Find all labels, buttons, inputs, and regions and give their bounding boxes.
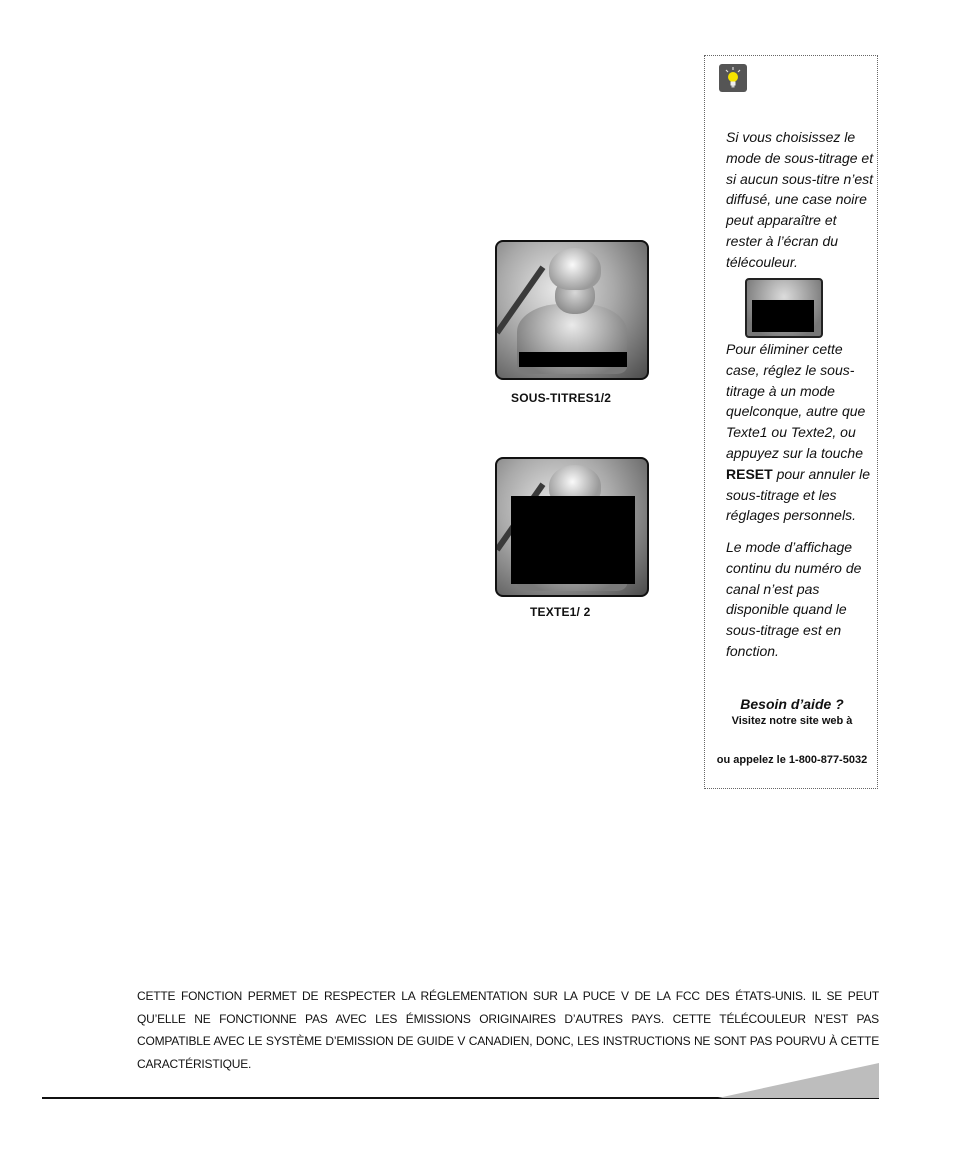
- mini-screen-black-box-image: [745, 278, 823, 338]
- caption-strip-overlay: [519, 352, 627, 367]
- tip2-text-before: Pour éliminer cette case, réglez le sous-titrage à un mode quelconque, autre que Texte1 ou Texte2, ou appuyez sur la touche: [726, 341, 866, 461]
- page-corner-wedge: [718, 1063, 879, 1098]
- batter-helmet: [549, 248, 601, 290]
- reset-key-label: RESET: [726, 465, 773, 482]
- tip-paragraph-3: Le mode d’affichage continu du numéro de canal n’est pas disponible quand le sous-titrage est en fonction.: [726, 539, 862, 659]
- texte-label: TEXTE1/ 2: [530, 605, 591, 619]
- help-phone-line: ou appelez le 1-800-877-5032: [716, 754, 868, 766]
- help-website-line: Visitez notre site web à: [731, 715, 853, 727]
- v-chip-footnote: CETTE FONCTION PERMET DE RESPECTER LA RÉGLEMENTATION SUR LA PUCE V DE LA FCC DES ÉTATS-UNIS. IL SE PEUT QU’ELLE NE FONCTIONNE PAS AVEC LES ÉMISSIONS ORIGINAIRES D’AUTRES PAYS. CETTE TÉLÉCOULEUR N’EST PAS COMPATIBLE AVEC LE SYSTÈME D’EMISSION DE GUIDE V CANADIEN, DONC, LES INSTRUCTIONS NE SONT PAS POURVU À CETTE CARACTÉRISTIQUE.: [137, 989, 879, 1071]
- tip-paragraph-2: [726, 339, 876, 526]
- lightbulb-icon: [719, 64, 747, 92]
- sous-titres-label: SOUS-TITRES1/2: [511, 391, 612, 405]
- tip-sidebar: [704, 55, 878, 789]
- tip2-text-after: pour annuler le sous-titrage et les réglages personnels.: [726, 465, 870, 524]
- texte-screen-image: [495, 457, 649, 597]
- tip-paragraph-1: Si vous choisissez le mode de sous-titrage et si aucun sous-titre n’est diffusé, une case noire peut apparaître et rester à l’écran du télécouleur.: [726, 129, 874, 270]
- help-title: Besoin d’aide ?: [740, 696, 844, 712]
- text-box-overlay: [511, 496, 635, 584]
- sous-titres-screen-image: [495, 240, 649, 380]
- black-box-overlay: [752, 300, 814, 332]
